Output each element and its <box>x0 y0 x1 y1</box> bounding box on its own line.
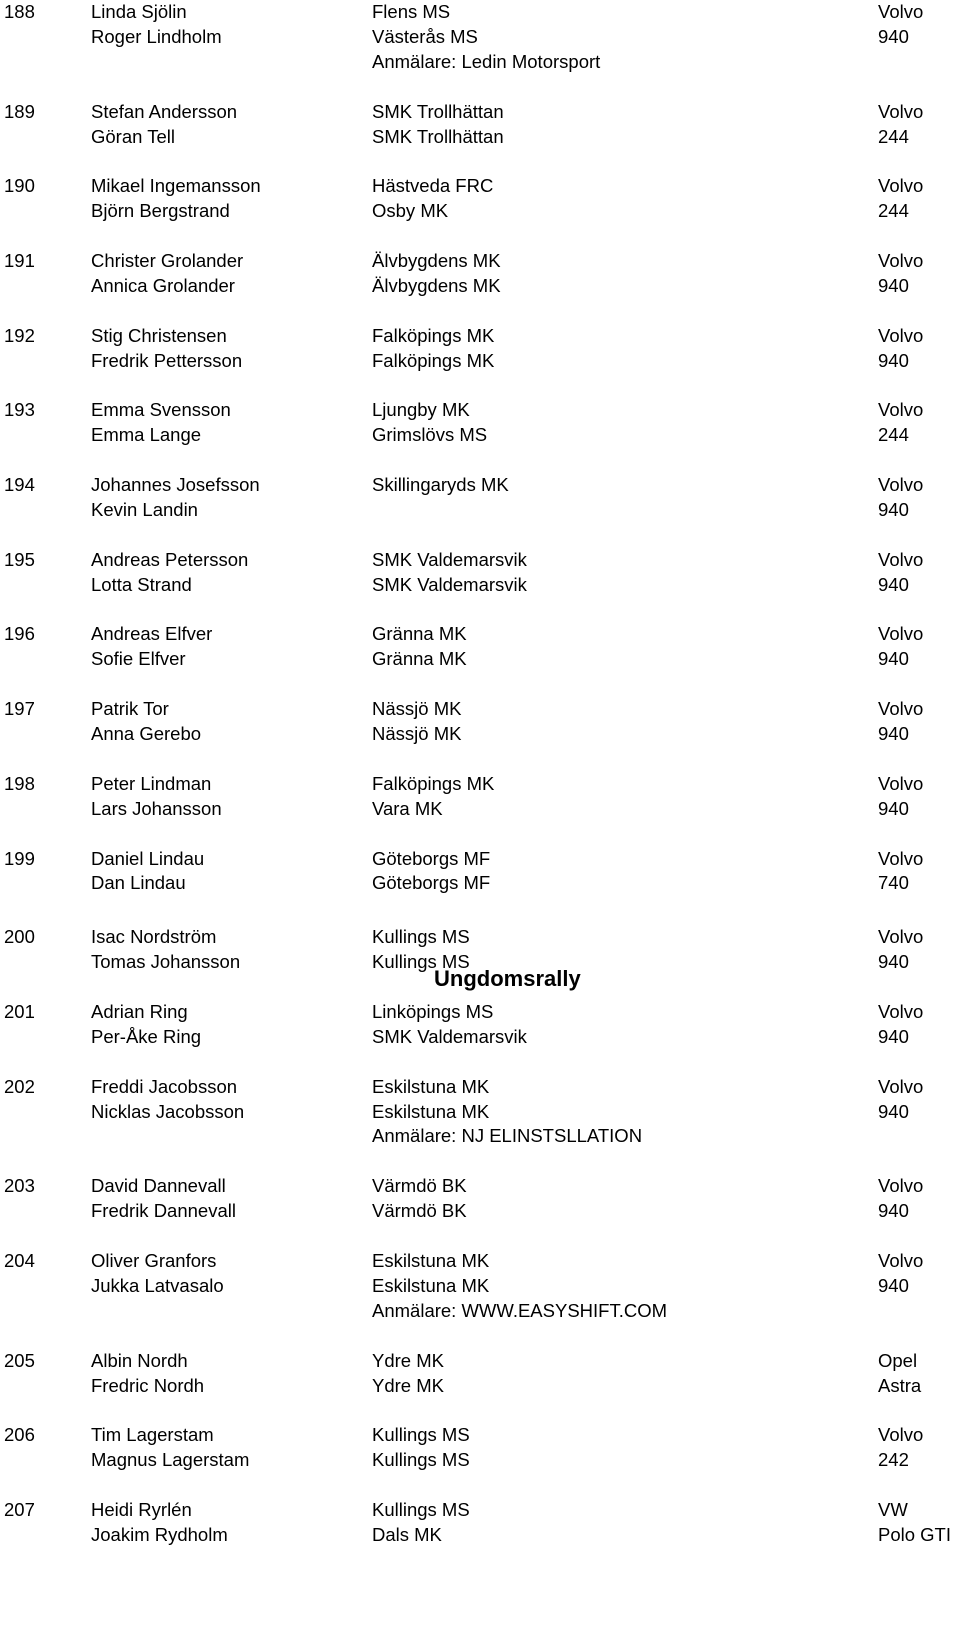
driver-club: Gränna MK <box>372 623 467 644</box>
car-make: Volvo <box>878 623 924 644</box>
car-make: Volvo <box>878 698 924 719</box>
driver-club: Linköpings MS <box>372 1001 494 1022</box>
codriver-name: Björn Bergstrand <box>91 200 230 221</box>
codriver-club: Göteborgs MF <box>372 872 491 893</box>
codriver-name: Tomas Johansson <box>91 951 241 972</box>
car-model: 940 <box>878 499 909 520</box>
section-heading: Ungdomsrally <box>434 966 581 991</box>
car-make: Volvo <box>878 848 924 869</box>
entry-number: 200 <box>4 926 35 947</box>
driver-club: Ljungby MK <box>372 399 470 420</box>
codriver-club: Gränna MK <box>372 648 467 669</box>
driver-name: Stefan Andersson <box>91 101 238 122</box>
car-make: Volvo <box>878 1175 924 1196</box>
entry-number: 203 <box>4 1175 35 1196</box>
entry-number: 188 <box>4 1 35 22</box>
codriver-club: Eskilstuna MK <box>372 1101 490 1122</box>
codriver-club: Älvbygdens MK <box>372 275 501 296</box>
codriver-club: Kullings MS <box>372 1449 470 1470</box>
codriver-name: Per-Åke Ring <box>91 1026 202 1047</box>
driver-club: Värmdö BK <box>372 1175 467 1196</box>
car-make: Volvo <box>878 1424 924 1445</box>
codriver-club: Dals MK <box>372 1524 442 1545</box>
codriver-name: Lotta Strand <box>91 574 192 595</box>
entry-number: 193 <box>4 399 35 420</box>
driver-name: Andreas Petersson <box>91 549 249 570</box>
entry-number: 194 <box>4 474 35 495</box>
car-model: 940 <box>878 648 909 669</box>
entry-number: 190 <box>4 175 35 196</box>
driver-name: Linda Sjölin <box>91 1 187 22</box>
car-model: 940 <box>878 1275 909 1296</box>
driver-club: Hästveda FRC <box>372 175 494 196</box>
car-model: 740 <box>878 872 909 893</box>
car-model: 940 <box>878 951 909 972</box>
car-model: 940 <box>878 1026 909 1047</box>
codriver-club: SMK Valdemarsvik <box>372 574 527 595</box>
car-model: 242 <box>878 1449 909 1470</box>
codriver-name: Jukka Latvasalo <box>91 1275 224 1296</box>
car-make: Volvo <box>878 926 924 947</box>
car-model: 940 <box>878 26 909 47</box>
driver-club: Kullings MS <box>372 1424 470 1445</box>
entry-number: 191 <box>4 250 35 271</box>
driver-club: Älvbygdens MK <box>372 250 501 271</box>
car-model: 940 <box>878 723 909 744</box>
car-make: Volvo <box>878 1 924 22</box>
car-model: Polo GTI <box>878 1524 951 1545</box>
car-make: Volvo <box>878 1250 924 1271</box>
codriver-name: Sofie Elfver <box>91 648 186 669</box>
codriver-club: Västerås MS <box>372 26 478 47</box>
driver-club: Skillingaryds MK <box>372 474 509 495</box>
driver-club: SMK Valdemarsvik <box>372 549 527 570</box>
codriver-name: Joakim Rydholm <box>91 1524 228 1545</box>
codriver-club: SMK Valdemarsvik <box>372 1026 527 1047</box>
codriver-club: Osby MK <box>372 200 449 221</box>
car-make: Volvo <box>878 101 924 122</box>
driver-club: Eskilstuna MK <box>372 1250 490 1271</box>
codriver-name: Roger Lindholm <box>91 26 222 47</box>
entry-number: 192 <box>4 325 35 346</box>
car-model: 940 <box>878 275 909 296</box>
car-model: Astra <box>878 1375 922 1396</box>
codriver-club: Grimslövs MS <box>372 424 488 445</box>
codriver-name: Emma Lange <box>91 424 202 445</box>
driver-name: Adrian Ring <box>91 1001 188 1022</box>
entry-number: 198 <box>4 773 35 794</box>
car-make: Volvo <box>878 250 924 271</box>
car-model: 940 <box>878 350 909 371</box>
driver-name: Patrik Tor <box>91 698 169 719</box>
driver-name: Emma Svensson <box>91 399 231 420</box>
codriver-name: Anna Gerebo <box>91 723 202 744</box>
codriver-club: SMK Trollhättan <box>372 126 504 147</box>
car-model: 244 <box>878 424 909 445</box>
driver-name: David Dannevall <box>91 1175 226 1196</box>
car-make: Volvo <box>878 399 924 420</box>
codriver-club: Falköpings MK <box>372 350 495 371</box>
driver-club: Kullings MS <box>372 926 470 947</box>
driver-club: Falköpings MK <box>372 325 495 346</box>
driver-club: Kullings MS <box>372 1499 470 1520</box>
codriver-name: Annica Grolander <box>91 275 235 296</box>
car-model: 940 <box>878 1101 909 1122</box>
codriver-name: Lars Johansson <box>91 798 222 819</box>
car-model: 244 <box>878 126 909 147</box>
driver-name: Heidi Ryrlén <box>91 1499 192 1520</box>
driver-club: Ydre MK <box>372 1350 444 1371</box>
codriver-club: Vara MK <box>372 798 443 819</box>
driver-name: Daniel Lindau <box>91 848 205 869</box>
codriver-name: Göran Tell <box>91 126 175 147</box>
car-make: Volvo <box>878 325 924 346</box>
driver-club: Flens MS <box>372 1 451 22</box>
car-model: 940 <box>878 574 909 595</box>
driver-name: Albin Nordh <box>91 1350 188 1371</box>
entry-number: 206 <box>4 1424 35 1445</box>
codriver-name: Nicklas Jacobsson <box>91 1101 245 1122</box>
car-make: Volvo <box>878 1076 924 1097</box>
car-make: VW <box>878 1499 908 1520</box>
car-make: Volvo <box>878 175 924 196</box>
codriver-name: Magnus Lagerstam <box>91 1449 250 1470</box>
driver-name: Christer Grolander <box>91 250 244 271</box>
codriver-name: Dan Lindau <box>91 872 186 893</box>
entrant-note: Anmälare: Ledin Motorsport <box>372 51 601 72</box>
driver-name: Peter Lindman <box>91 773 212 794</box>
driver-name: Stig Christensen <box>91 325 227 346</box>
codriver-club: Nässjö MK <box>372 723 462 744</box>
entry-number: 199 <box>4 848 35 869</box>
driver-club: Eskilstuna MK <box>372 1076 490 1097</box>
entrant-note: Anmälare: WWW.EASYSHIFT.COM <box>372 1300 668 1321</box>
driver-name: Isac Nordström <box>91 926 217 947</box>
car-make: Volvo <box>878 773 924 794</box>
car-make: Opel <box>878 1350 918 1371</box>
entry-number: 207 <box>4 1499 35 1520</box>
codriver-club: Värmdö BK <box>372 1200 467 1221</box>
codriver-name: Fredrik Pettersson <box>91 350 243 371</box>
car-make: Volvo <box>878 1001 924 1022</box>
entry-number: 189 <box>4 101 35 122</box>
entry-number: 201 <box>4 1001 35 1022</box>
codriver-club: Kullings MS <box>372 951 470 972</box>
car-model: 940 <box>878 798 909 819</box>
driver-club: SMK Trollhättan <box>372 101 504 122</box>
driver-name: Johannes Josefsson <box>91 474 260 495</box>
codriver-name: Kevin Landin <box>91 499 198 520</box>
driver-name: Andreas Elfver <box>91 623 213 644</box>
entry-number: 196 <box>4 623 35 644</box>
codriver-club: Ydre MK <box>372 1375 444 1396</box>
car-make: Volvo <box>878 549 924 570</box>
driver-name: Tim Lagerstam <box>91 1424 214 1445</box>
codriver-name: Fredric Nordh <box>91 1375 205 1396</box>
driver-club: Falköpings MK <box>372 773 495 794</box>
driver-name: Mikael Ingemansson <box>91 175 261 196</box>
entry-number: 205 <box>4 1350 35 1371</box>
car-make: Volvo <box>878 474 924 495</box>
entry-number: 202 <box>4 1076 35 1097</box>
entry-number: 195 <box>4 549 35 570</box>
codriver-name: Fredrik Dannevall <box>91 1200 236 1221</box>
driver-name: Oliver Granfors <box>91 1250 217 1271</box>
codriver-club: Eskilstuna MK <box>372 1275 490 1296</box>
driver-club: Göteborgs MF <box>372 848 491 869</box>
driver-club: Nässjö MK <box>372 698 462 719</box>
car-model: 940 <box>878 1200 909 1221</box>
car-model: 244 <box>878 200 909 221</box>
entry-number: 197 <box>4 698 35 719</box>
entry-number: 204 <box>4 1250 35 1271</box>
driver-name: Freddi Jacobsson <box>91 1076 238 1097</box>
entrant-note: Anmälare: NJ ELINSTSLLATION <box>372 1125 643 1146</box>
